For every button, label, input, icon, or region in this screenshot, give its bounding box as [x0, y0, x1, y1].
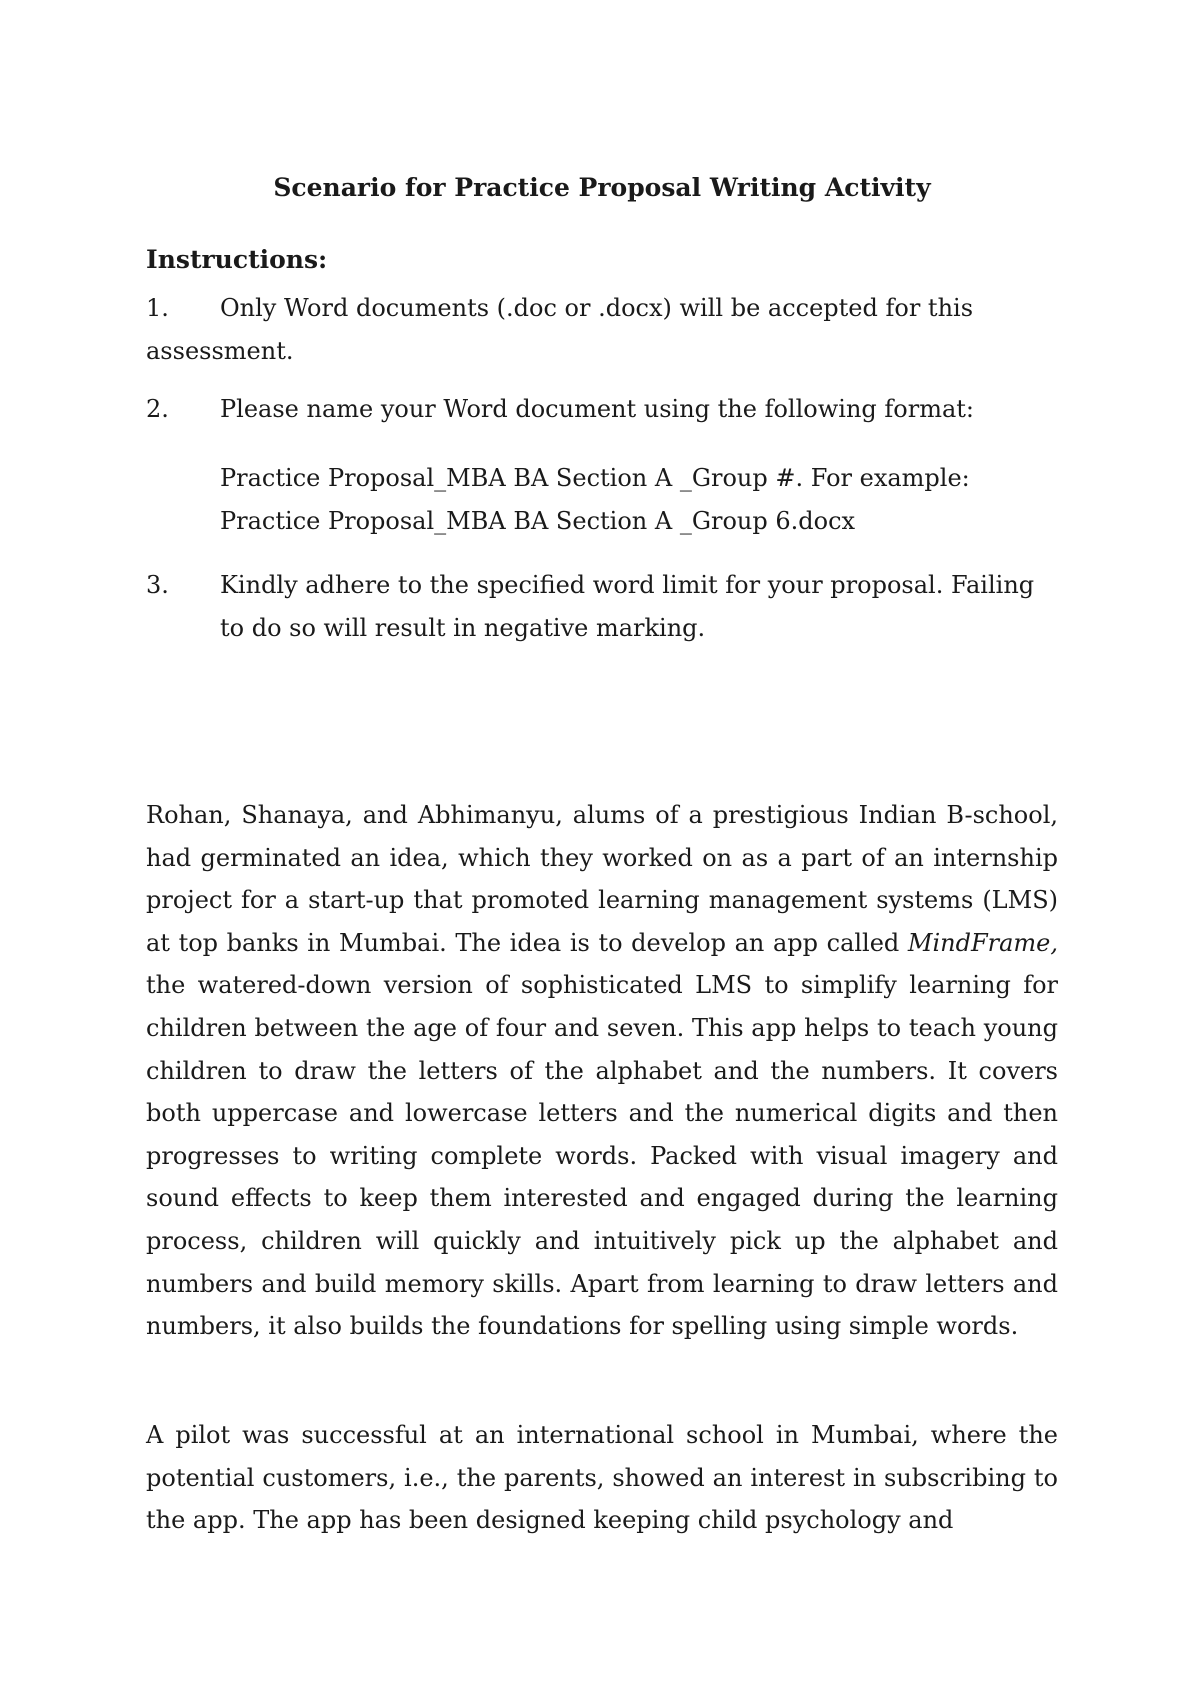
- instructions-heading: Instructions:: [146, 245, 328, 274]
- instruction-number: 3.: [146, 571, 169, 599]
- instruction-text: Kindly adhere to the specified word limit for your proposal. Failing to do so will result in negative marking.: [220, 571, 1035, 642]
- instruction-number: 1.: [146, 294, 169, 322]
- instruction-item-2: [146, 388, 1058, 431]
- app-name: MindFrame,: [907, 928, 1058, 957]
- filename-example-line: Practice Proposal_MBA BA Section A _Group 6.docx: [220, 507, 856, 535]
- instruction-text: Please name your Word document using the following format:: [220, 395, 974, 423]
- paragraph-text-start: Rohan, Shanaya, and Abhimanyu, alums of a prestigious Indian B-school, had germinated an idea, which they worked on as a part of an internship project for a start-up that promoted learning management systems (LMS) at top banks in Mumbai. The idea is to develop an app called: [146, 801, 1058, 957]
- instruction-item-3: [146, 564, 1058, 650]
- instruction-text: Only Word documents (.doc or .docx) will be accepted for this assessment.: [146, 294, 974, 365]
- scenario-paragraph-2: A pilot was successful at an international school in Mumbai, where the potential customers, i.e., the parents, showed an interest in subscribing to the app. The app has been designed keeping child psychology and: [146, 1421, 1058, 1535]
- document-title: Scenario for Practice Proposal Writing Activity: [273, 173, 931, 202]
- filename-format-line: Practice Proposal_MBA BA Section A _Group #. For example:: [220, 464, 970, 492]
- instruction-number: 2.: [146, 395, 169, 423]
- instruction-item-1: [146, 287, 1058, 373]
- paragraph-text-end: the watered-down version of sophisticated LMS to simplify learning for children between the age of four and seven. This app helps to teach young children to draw the letters of the alphabet and the numbers. It covers both uppercase and lowercase letters and the numerical digits and then progresses to writing complete words. Packed with visual imagery and sound effects to keep them interested and engaged during the learning process, children will quickly and intuitively pick up the alphabet and numbers and build memory skills. Apart from learning to draw letters and numbers, it also builds the foundations for spelling using simple words.: [146, 971, 1058, 1341]
- scenario-paragraph-1: [146, 794, 1058, 1348]
